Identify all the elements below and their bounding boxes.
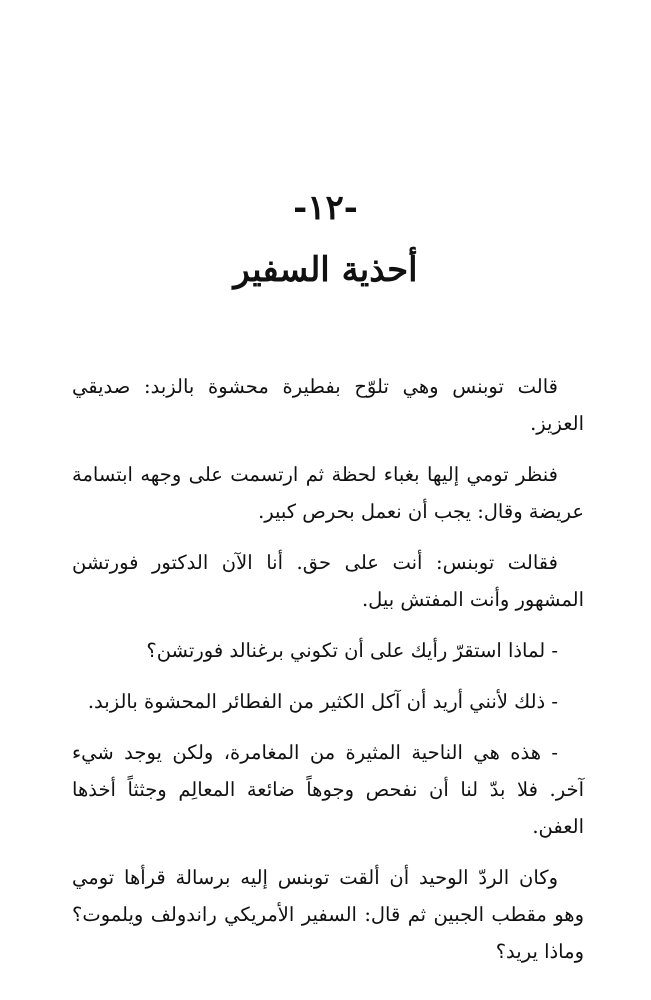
body-text: [72, 368, 584, 984]
chapter-number: -١٢-: [293, 188, 358, 228]
paragraph: فقالت توبنس: أنت على حق. أنا الآن الدكتور فورتشن المشهور وأنت المفتش بيل.: [72, 551, 584, 611]
paragraph: قالت توبنس وهي تلوّح بفطيرة محشوة بالزبد: صديقي العزيز.: [72, 375, 584, 435]
paragraph: وكان الردّ الوحيد أن ألقت توبنس إليه برسالة قرأها تومي وهو مقطب الجبين ثم قال: السفير الأمريكي راندولف ويلموت؟ وماذا يريد؟: [72, 866, 584, 963]
dialogue-line: - ذلك لأنني أريد أن آكل الكثير من الفطائر المحشوة بالزبد.: [87, 690, 558, 713]
chapter-title: أحذية السفير: [233, 250, 418, 290]
dialogue-line: - هذه هي الناحية المثيرة من المغامرة، ولكن يوجد شيء آخر. فلا بدّ لنا أن نفحص وجوهاً ضائعة المعالِم وجثثاً أخذها العفن.: [72, 741, 584, 838]
paragraph: فنظر تومي إليها بغباء لحظة ثم ارتسمت على وجهه ابتسامة عريضة وقال: يجب أن نعمل بحرص كبير.: [72, 463, 584, 523]
dialogue-line: - لماذا استقرّ رأيك على أن تكوني برغنالد فورتشن؟: [146, 639, 558, 662]
